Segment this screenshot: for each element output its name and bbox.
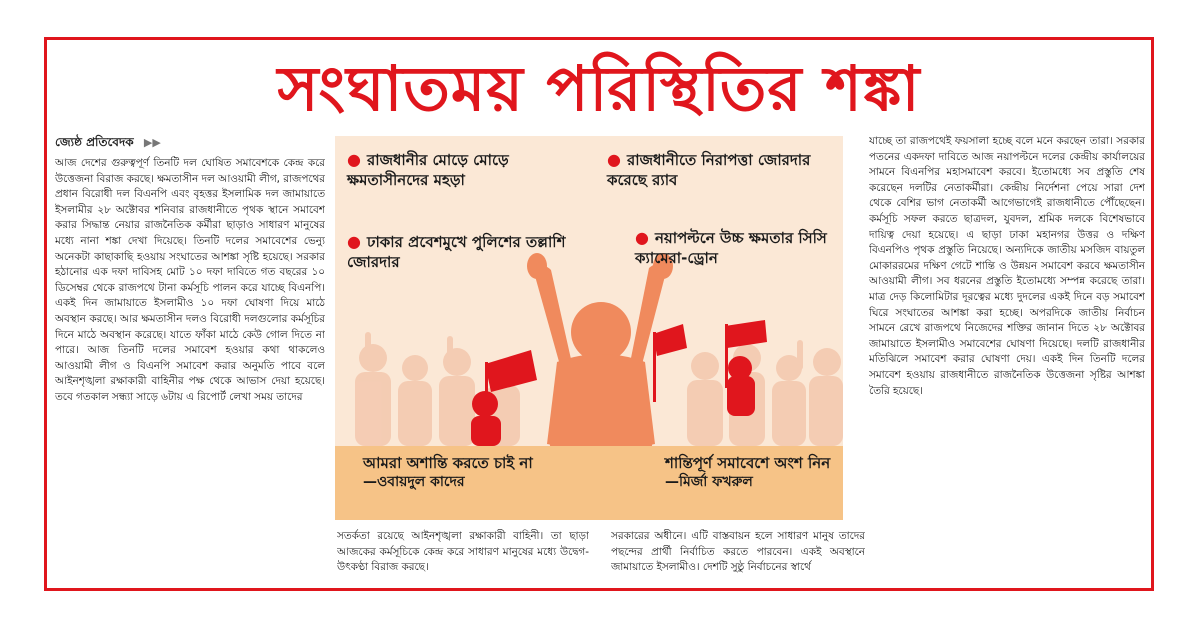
article-column-left: আজ দেশের গুরুত্বপূর্ণ তিনটি দল ঘোষিত সমাবেশকে কেন্দ্র করে উত্তেজনা বিরাজ করছে। ক্ষমতাসীন দল আওয়ামী লীগ, রাজপথের প্রধান বিরোধী দল বিএনপি এবং বৃহত্তর ইসলামিক দল জামায়াতে ইসলামীর ২৮ অক্টোবর শনিবার রাজধানীতে পৃথক স্থানে সমাবেশ করার সিদ্ধান্ত নেয়ার রাজনৈতিক কর্মীরা ছাড়াও সাধারণ মানুষের মধ্যে নানা শঙ্কা দেখা দিয়েছে। তিনটি দলের সমাবেশের ভেন্যু অনেকটা কাছাকাছি হওয়ায় সংঘাতের আশঙ্কা সৃষ্টি হয়েছে। সরকার হঠানোর এক দফা দাবিসহ মোট ১০ দফা দাবিতে গত বছরের ১০ ডিসেম্বর থেকে রাজপথে টানা কর্মসূচি পালন করে যাচ্ছে বিএনপি। একই দিন জামায়াতে ইসলামীও ১০ দফা ঘোষণা দিয়ে মাঠে অবস্থান করছে। আর ক্ষমতাসীন দলও বিরোধী দলগুলোর কর্মসূচির দিনে মাঠে অবস্থান করেছে। যাতে ফাঁকা মাঠে কেউ গোল দিতে না পারে। আজ তিনটি দলের সমাবেশ হওয়ার কথা থাকলেও আওয়ামী লীগ ও বিএনপি সমাবেশ করার অনুমতি পাবে বলে আইনশৃঙ্খলা রক্ষাকারী বাহিনীর পক্ষ থেকে আভাস দেয়া হয়েছে। তবে গতকাল সন্ধ্যা সাড়ে ৬টায় এ রিপোর্ট লেখা সময় তাদের <box>55 157 325 403</box>
graphic-bullet-4 <box>635 228 841 268</box>
quote-right <box>665 454 835 492</box>
bullet-dot-icon: ● <box>635 228 649 247</box>
bullet-text: রাজধানীতে নিরাপত্তা জোরদার করেছে র‌্যাব <box>607 151 811 189</box>
bullet-dot-icon: ● <box>607 150 621 169</box>
byline <box>55 134 161 154</box>
article-frame <box>44 37 1154 591</box>
graphic-bullet-2 <box>607 150 837 190</box>
article-column-bottom-1: সতর্কতা রয়েছে আইনশৃঙ্খলা রক্ষাকারী বাহিনী। তা ছাড়া আজকের কর্মসূচিকে কেন্দ্র করে সাধারণ মানুষের মধ্যে উদ্বেগ-উৎকণ্ঠা বিরাজ করছে। <box>337 530 589 574</box>
bullet-text: রাজধানীর মোড়ে মোড়ে ক্ষমতাসীনদের মহড়া <box>347 151 509 189</box>
graphic-bullet-1 <box>347 150 587 190</box>
article-column-right: যাচ্ছে তা রাজপথেই ফয়সালা হচ্ছে বলে মনে করছেন তারা। সরকার পতনের একদফা দাবিতে আজ নয়াপল্টনে দলের কেন্দ্রীয় কার্যালয়ের সামনে বিএনপির মহাসমাবেশ করবে। ইতোমধ্যে সব প্রস্তুতি শেষ করেছেন দলটির নেতাকর্মীরা। কেন্দ্রীয় নির্দেশনা পেয়ে সারা দেশ থেকে বেশির ভাগ নেতাকর্মী আগেভাগেই রাজধানীতে পৌঁছেছেন। কর্মসূচি সফল করতে ছাত্রদল, যুবদল, শ্রমিক দলকে বিশেষভাবে দায়িত্ব দেয়া হয়েছে। এ ছাড়া ঢাকা মহানগর উত্তর ও দক্ষিণ বিএনপিও পৃথক প্রস্তুতি নিয়েছে। অন্যদিকে জাতীয় মসজিদ বায়তুল মোকাররমের দক্ষিণ গেটে শান্তি ও উন্নয়ন সমাবেশ করবে ক্ষমতাসীন আওয়ামী লীগ। সব ধরনের প্রস্তুতি ইতোমধ্যে সম্পন্ন করেছে তারা। মাত্র দেড় কিলোমিটার দূরত্বের মধ্যে দুদলের একই দিনে বড় সমাবেশ ঘিরে সংঘাতের আশঙ্কা করা হচ্ছে। অপরদিকে জাতীয় নির্বাচন সামনে রেখে রাজপথে নিজেদের শক্তির জানান দিতে ২৮ অক্টোবর জামায়াতে ইসলামীও সমাবেশের ঘোষণা দিয়েছে। দলটি রাজধানীর মতিঝিলে সমাবেশ করার ঘোষণা দেয়। একই দিন তিনটি দলের সমাবেশ হওয়ায় রাজধানীতে রাজনৈতিক উত্তেজনা সৃষ্টির আশঙ্কা তৈরি হয়েছে। <box>869 135 1145 397</box>
article-graphic <box>335 136 843 520</box>
graphic-bullet-3 <box>347 232 587 272</box>
byline-text: জ্যেষ্ঠ প্রতিবেদক <box>55 135 134 149</box>
quote-left <box>363 454 563 492</box>
bullet-text: নয়াপল্টনে উচ্চ ক্ষমতার সিসি ক্যামেরা-ড্রোন <box>635 229 827 267</box>
quote-attribution: —মির্জা ফখরুল <box>665 474 753 490</box>
article-column-bottom-2: সরকারের অধীনে। এটি বাস্তবায়ন হলে সাধারণ মানুষ তাদের পছন্দের প্রার্থী নির্বাচিত করতে পারবেন। একই অবস্থানে জামায়াতে ইসলামীও। দেশটি সুষ্ঠু নির্বাচনের স্বার্থে <box>611 530 865 574</box>
quote-text: আমরা অশান্তি করতে চাই না <box>363 454 533 472</box>
bullet-dot-icon: ● <box>347 150 361 169</box>
quote-text: শান্তিপূর্ণ সমাবেশে অংশ নিন <box>665 454 831 472</box>
double-arrow-icon: ▶▶ <box>143 136 161 149</box>
quote-attribution: —ওবায়দুল কাদের <box>363 474 465 490</box>
bullet-dot-icon: ● <box>347 232 361 251</box>
headline: সংঘাতময় পরিস্থিতির শঙ্কা <box>277 52 921 125</box>
bullet-text: ঢাকার প্রবেশমুখে পুলিশের তল্লাশি জোরদার <box>347 233 566 271</box>
